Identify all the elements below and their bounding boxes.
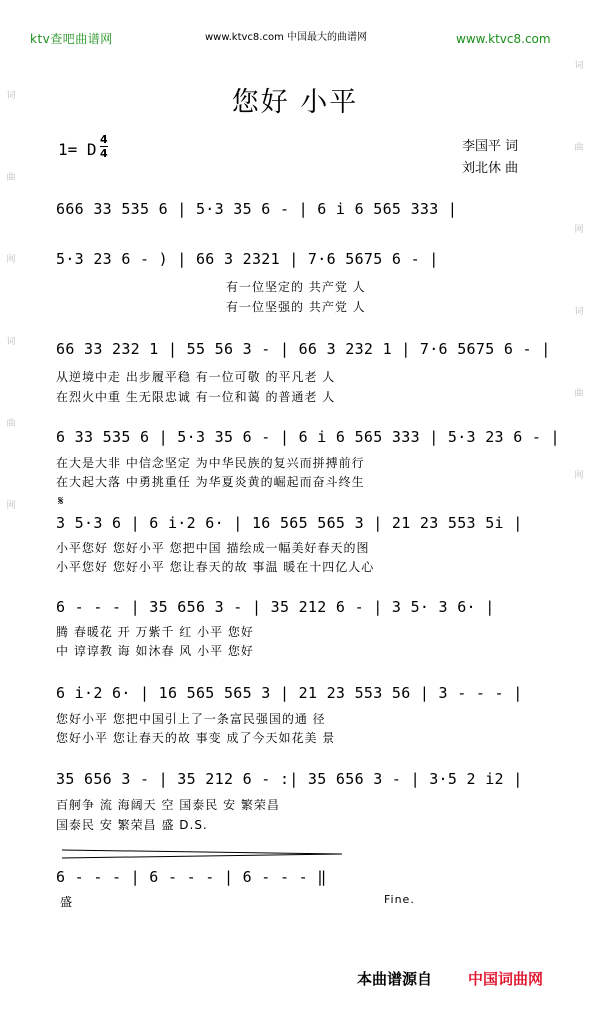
score-line-7-notes: 6 i·2 6· | 16 565 565 3 | 21 23 553 56 | 3 - - - | bbox=[56, 684, 523, 702]
score-line-6-lyric-1: 腾 春暖花 开 万紫千 红 小平 您好 bbox=[56, 625, 254, 639]
side-watermark-right: 词 曲 网 词 曲 网 bbox=[574, 61, 584, 481]
score-line-5-lyric-1: 小平您好 您好小平 您把中国 描绘成一幅美好春天的图 bbox=[56, 541, 370, 555]
source-site: 中国词曲网 bbox=[468, 970, 544, 988]
lyricist: 李国平 词 bbox=[462, 139, 519, 154]
time-signature: 4 4 bbox=[100, 133, 108, 160]
score-line-9-notes: 6 - - - | 6 - - - | 6 - - - ‖ bbox=[56, 868, 327, 886]
score-line-1-notes: 666 33 535 6 | 5·3 35 6 - | 6 i 6 565 333 | bbox=[56, 200, 458, 218]
side-watermark-left: 词 曲 网 词 曲 网 bbox=[6, 91, 16, 511]
fine-mark: Fine. bbox=[384, 893, 415, 906]
score-line-7-lyric-1: 您好小平 您把中国引上了一条富民强国的通 径 bbox=[56, 712, 326, 726]
score-line-4-lyric-2: 在大起大落 中勇挑重任 为华夏炎黄的崛起而奋斗终生 bbox=[56, 475, 365, 489]
hairpin-decrescendo bbox=[62, 848, 362, 862]
score-line-9-lyric-1: 盛 bbox=[60, 895, 74, 909]
score-line-8-lyric-2: 国泰民 安 繁荣昌 盛 D.S. bbox=[56, 818, 208, 832]
score-line-8-lyric-1: 百舸争 流 海阔天 空 国泰民 安 繁荣昌 bbox=[56, 798, 280, 812]
score-line-8-notes: 35 656 3 - | 35 212 6 - :| 35 656 3 - | 3·5 2 i2 | bbox=[56, 770, 523, 788]
score-line-2-lyric-1: 有一位坚定的 共产党 人 bbox=[226, 280, 366, 294]
score-line-6-lyric-2: 中 谆谆教 诲 如沐春 风 小平 您好 bbox=[56, 644, 254, 658]
score-line-5-notes: 3 5·3 6 | 6 i·2 6· | 16 565 565 3 | 21 23 553 5i | bbox=[56, 514, 523, 532]
song-title: 您好 小平 bbox=[231, 87, 359, 118]
score-line-4-notes: 6 33 535 6 | 5·3 35 6 - | 6 i 6 565 333 | 5·3 23 6 - | bbox=[56, 428, 560, 446]
source-label: 本曲谱源自 bbox=[357, 970, 433, 988]
score-line-2-notes: 5·3 23 6 - ) | 66 3 2321 | 7·6 5675 6 - | bbox=[56, 250, 439, 268]
site-name-center: www.ktvc8.com 中国最大的曲谱网 bbox=[205, 32, 368, 43]
score-line-3-lyric-2: 在烈火中重 生无限忠诚 有一位和蔼 的普通老 人 bbox=[56, 390, 336, 404]
score-line-5-lyric-2: 小平您好 您好小平 您让春天的故 事温 暖在十四亿人心 bbox=[56, 560, 375, 574]
site-name-left: ktv查吧曲谱网 bbox=[30, 32, 113, 46]
site-url-right: www.ktvc8.com bbox=[456, 32, 551, 46]
score-line-6-notes: 6 - - - | 35 656 3 - | 35 212 6 - | 3 5· 3 6· | bbox=[56, 598, 495, 616]
score-line-3-notes: 66 33 232 1 | 55 56 3 - | 66 3 232 1 | 7·6 5675 6 - | bbox=[56, 340, 551, 358]
score-line-2-lyric-2: 有一位坚强的 共产党 人 bbox=[226, 300, 366, 314]
score-line-3-lyric-1: 从逆境中走 出步履平稳 有一位可敬 的平凡老 人 bbox=[56, 370, 336, 384]
score-line-7-lyric-2: 您好小平 您让春天的故 事变 成了今天如花美 景 bbox=[56, 731, 336, 745]
segno-sign: 𝄋 bbox=[58, 494, 64, 509]
score-line-4-lyric-1: 在大是大非 中信念坚定 为中华民族的复兴而拼搏前行 bbox=[56, 456, 365, 470]
key-signature: 1= D bbox=[58, 140, 97, 159]
composer: 刘北休 曲 bbox=[462, 161, 519, 176]
